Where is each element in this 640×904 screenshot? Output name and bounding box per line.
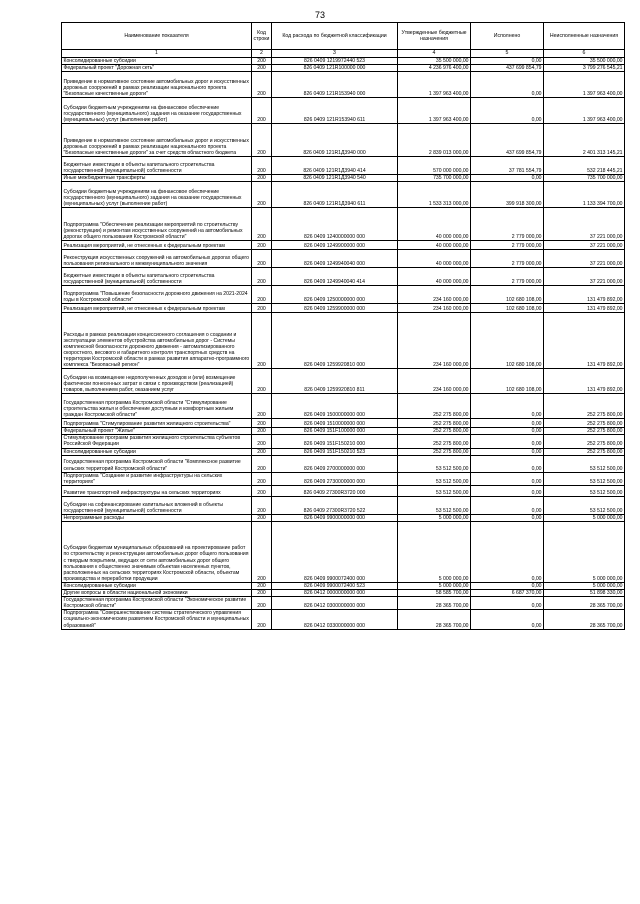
- row-name-cell: Развитие транспортной инфраструктуры на сельских территориях: [62, 485, 252, 496]
- row-approved-cell: 5 000 000,00: [398, 582, 471, 589]
- row-unexecuted-cell: 53 512 500,00: [544, 485, 625, 496]
- table-row: [62, 521, 625, 582]
- row-name-cell: Консолидированные субсидии: [62, 582, 252, 589]
- row-budget-code-cell: 826 0409 1500000000 000: [272, 394, 398, 419]
- row-budget-code-cell: 826 0409 1250000000 000: [272, 286, 398, 304]
- table-header-row: [62, 23, 625, 50]
- row-name-cell: Приведение в нормативное состояние автомобильных дорог и искусственных дорожных сооружений в рамках реализации национального проекта "Безопасные качественные дороги" за счет средств областного бюджета: [62, 124, 252, 157]
- row-name-cell: Субсидии на возмещение недополученных доходов и (или) возмещение фактически понесенных затрат в связи с производством (реализацией) товаров, выполнением работ, оказанием услуг: [62, 369, 252, 394]
- row-executed-cell: 437 699 854,79: [471, 124, 544, 157]
- row-approved-cell: 53 512 500,00: [398, 472, 471, 485]
- row-line-code-cell: 200: [252, 428, 272, 435]
- row-name-cell: Субсидии на софинансирование капитальных вложений в объекты государственной (муниципальной) собственности: [62, 496, 252, 514]
- row-approved-cell: 2 839 013 000,00: [398, 124, 471, 157]
- row-executed-cell: 0,00: [471, 58, 544, 65]
- table-row: [62, 98, 625, 124]
- row-budget-code-cell: 826 0409 27300R3720 000: [272, 485, 398, 496]
- row-budget-code-cell: 826 0409 27300R3720 522: [272, 496, 398, 514]
- row-unexecuted-cell: 37 221 000,00: [544, 208, 625, 241]
- row-budget-code-cell: 826 0409 9900000000 000: [272, 514, 398, 521]
- row-name-cell: Федеральный проект "Жилье": [62, 428, 252, 435]
- row-unexecuted-cell: 1 133 394 700,00: [544, 182, 625, 208]
- row-line-code-cell: 200: [252, 286, 272, 304]
- column-number: 6: [544, 50, 625, 58]
- row-line-code-cell: 200: [252, 448, 272, 455]
- row-executed-cell: 2 779 000,00: [471, 250, 544, 268]
- row-unexecuted-cell: 37 221 000,00: [544, 268, 625, 286]
- row-executed-cell: 102 680 108,00: [471, 304, 544, 313]
- row-budget-code-cell: 826 0409 9900072400 000: [272, 521, 398, 582]
- table-row: [62, 58, 625, 65]
- row-name-cell: Бюджетные инвестиции в объекты капитального строительства государственной (муниципальной) собственности: [62, 157, 252, 175]
- row-executed-cell: 0,00: [471, 597, 544, 610]
- row-budget-code-cell: 826 0409 1249900000 000: [272, 241, 398, 250]
- row-name-cell: Бюджетные инвестиции в объекты капитального строительства государственной (муниципальной) собственности: [62, 268, 252, 286]
- row-approved-cell: 234 160 000,00: [398, 304, 471, 313]
- row-name-cell: Консолидированные субсидии: [62, 58, 252, 65]
- row-executed-cell: 399 918 300,00: [471, 182, 544, 208]
- row-approved-cell: 40 000 000,00: [398, 208, 471, 241]
- row-budget-code-cell: 826 0409 151F150210 523: [272, 448, 398, 455]
- row-line-code-cell: 200: [252, 514, 272, 521]
- row-line-code-cell: 200: [252, 124, 272, 157]
- row-unexecuted-cell: 252 275 800,00: [544, 435, 625, 448]
- row-unexecuted-cell: 28 365 700,00: [544, 610, 625, 629]
- row-executed-cell: 0,00: [471, 455, 544, 472]
- row-budget-code-cell: 826 0409 121R100000 000: [272, 65, 398, 72]
- table-row: [62, 472, 625, 485]
- row-line-code-cell: 200: [252, 394, 272, 419]
- table-row: [62, 394, 625, 419]
- row-line-code-cell: 200: [252, 521, 272, 582]
- table-row: [62, 313, 625, 369]
- row-executed-cell: 6 687 370,00: [471, 590, 544, 597]
- row-name-cell: Реализация мероприятий, не отнесенных к федеральным проектам: [62, 241, 252, 250]
- row-budget-code-cell: 826 0409 2730000000 000: [272, 472, 398, 485]
- page-number: 73: [314, 10, 325, 20]
- row-approved-cell: 5 000 000,00: [398, 514, 471, 521]
- table-row: [62, 286, 625, 304]
- row-unexecuted-cell: 53 512 500,00: [544, 455, 625, 472]
- table-row: [62, 175, 625, 182]
- row-approved-cell: 252 275 800,00: [398, 428, 471, 435]
- row-budget-code-cell: 826 0409 2700000000 000: [272, 455, 398, 472]
- row-executed-cell: 0,00: [471, 496, 544, 514]
- row-budget-code-cell: 826 0409 9900072400 523: [272, 582, 398, 589]
- row-name-cell: Подпрограмма "Стимулирование развития жилищного строительства": [62, 419, 252, 428]
- table-body: [62, 58, 625, 630]
- row-name-cell: Подпрограмма "Повышение безопасности дорожного движения на 2021-2024 годы в Костромской области": [62, 286, 252, 304]
- row-approved-cell: 35 500 000,00: [398, 58, 471, 65]
- row-executed-cell: 0,00: [471, 428, 544, 435]
- row-approved-cell: 1 533 313 000,00: [398, 182, 471, 208]
- table-row: [62, 610, 625, 629]
- table-row: [62, 435, 625, 448]
- table-row: [62, 182, 625, 208]
- row-approved-cell: 252 275 800,00: [398, 394, 471, 419]
- row-name-cell: Реконструкция искусственных сооружений на автомобильных дорогах общего пользования регионального и межмуниципального значения: [62, 250, 252, 268]
- row-line-code-cell: 200: [252, 157, 272, 175]
- row-unexecuted-cell: 252 275 800,00: [544, 428, 625, 435]
- row-unexecuted-cell: 53 512 500,00: [544, 496, 625, 514]
- row-approved-cell: 5 000 000,00: [398, 521, 471, 582]
- row-approved-cell: 28 365 700,00: [398, 610, 471, 629]
- row-line-code-cell: 200: [252, 590, 272, 597]
- row-name-cell: Подпрограмма "Совершенствование системы стратегического управления социально-экономическим развитием Костромской области и муниципальных образований": [62, 610, 252, 629]
- table-row: [62, 582, 625, 589]
- column-header-budget-code: Код расхода по бюджетной классификации: [272, 23, 398, 50]
- row-unexecuted-cell: 1 397 963 400,00: [544, 98, 625, 124]
- row-name-cell: Стимулирование программ развития жилищного строительства субъектов Российской Федерации: [62, 435, 252, 448]
- row-unexecuted-cell: 5 000 000,00: [544, 514, 625, 521]
- row-budget-code-cell: 826 0409 1259900000 000: [272, 304, 398, 313]
- row-line-code-cell: 200: [252, 582, 272, 589]
- row-name-cell: Субсидии бюджетным учреждениям на финансовое обеспечение государственного (муниципального) задания на оказание государственных (муниципальных) услуг (выполнение работ): [62, 98, 252, 124]
- row-unexecuted-cell: 131 479 892,00: [544, 313, 625, 369]
- row-line-code-cell: 200: [252, 485, 272, 496]
- column-number-row: [62, 50, 625, 58]
- row-unexecuted-cell: 252 275 800,00: [544, 394, 625, 419]
- row-name-cell: Другие вопросы в области национальной экономики: [62, 590, 252, 597]
- row-budget-code-cell: 826 0409 121R1Д3940 000: [272, 124, 398, 157]
- row-executed-cell: 2 779 000,00: [471, 208, 544, 241]
- row-approved-cell: 40 000 000,00: [398, 241, 471, 250]
- column-header-unexecuted: Неисполненные назначения: [544, 23, 625, 50]
- row-line-code-cell: 200: [252, 472, 272, 485]
- row-line-code-cell: 200: [252, 72, 272, 98]
- table-row: [62, 369, 625, 394]
- row-budget-code-cell: 826 0409 121R1Д3940 414: [272, 157, 398, 175]
- row-approved-cell: 252 275 800,00: [398, 419, 471, 428]
- row-executed-cell: 0,00: [471, 582, 544, 589]
- row-unexecuted-cell: 252 275 800,00: [544, 448, 625, 455]
- row-approved-cell: 234 160 000,00: [398, 286, 471, 304]
- row-unexecuted-cell: 37 221 000,00: [544, 241, 625, 250]
- table-row: [62, 448, 625, 455]
- table-row: [62, 241, 625, 250]
- row-unexecuted-cell: 1 397 963 400,00: [544, 72, 625, 98]
- row-executed-cell: 0,00: [471, 394, 544, 419]
- column-header-executed: Исполнено: [471, 23, 544, 50]
- row-unexecuted-cell: 51 898 330,00: [544, 590, 625, 597]
- row-executed-cell: 37 781 554,79: [471, 157, 544, 175]
- row-executed-cell: 0,00: [471, 98, 544, 124]
- table-row: [62, 250, 625, 268]
- row-name-cell: Подпрограмма "Обеспечение реализации мероприятий по строительству (реконструкции) и ремонтам искусственных сооружений на автомобильных дорогах общего пользования Костромской области": [62, 208, 252, 241]
- row-budget-code-cell: 826 0409 151F100000 000: [272, 428, 398, 435]
- row-budget-code-cell: 826 0409 1510000000 000: [272, 419, 398, 428]
- table-row: [62, 157, 625, 175]
- row-line-code-cell: 200: [252, 304, 272, 313]
- column-number: 5: [471, 50, 544, 58]
- table-row: [62, 590, 625, 597]
- row-unexecuted-cell: 5 000 000,00: [544, 521, 625, 582]
- row-budget-code-cell: 826 0412 0300000000 000: [272, 597, 398, 610]
- row-budget-code-cell: 826 0409 151F150210 000: [272, 435, 398, 448]
- row-executed-cell: 0,00: [471, 419, 544, 428]
- table-row: [62, 419, 625, 428]
- row-approved-cell: 735 700 000,00: [398, 175, 471, 182]
- row-budget-code-cell: 826 0409 121R153940 611: [272, 98, 398, 124]
- row-line-code-cell: 200: [252, 455, 272, 472]
- row-budget-code-cell: 826 0409 1259920810 811: [272, 369, 398, 394]
- row-line-code-cell: 200: [252, 313, 272, 369]
- table-row: [62, 124, 625, 157]
- row-unexecuted-cell: 5 000 000,00: [544, 582, 625, 589]
- row-line-code-cell: 200: [252, 250, 272, 268]
- row-approved-cell: 234 160 000,00: [398, 313, 471, 369]
- table-row: [62, 208, 625, 241]
- row-unexecuted-cell: 131 479 892,00: [544, 304, 625, 313]
- row-line-code-cell: 200: [252, 175, 272, 182]
- row-executed-cell: 0,00: [471, 610, 544, 629]
- row-approved-cell: 1 397 963 400,00: [398, 98, 471, 124]
- row-name-cell: Непрограммные расходы: [62, 514, 252, 521]
- column-header-approved: Утвержденные бюджетные назначения: [398, 23, 471, 50]
- row-executed-cell: 102 680 108,00: [471, 286, 544, 304]
- row-name-cell: Государственная программа Костромской области "Комплексное развитие сельских территорий Костромской области": [62, 455, 252, 472]
- row-name-cell: Приведение в нормативное состояние автомобильных дорог и искусственных дорожных сооружений в рамках реализации национального проекта "Безопасные качественные дороги": [62, 72, 252, 98]
- row-budget-code-cell: 826 0409 1249940040 414: [272, 268, 398, 286]
- budget-execution-table: [61, 22, 625, 630]
- row-unexecuted-cell: 131 479 892,00: [544, 286, 625, 304]
- table-row: [62, 455, 625, 472]
- row-budget-code-cell: 826 0412 0000000000 000: [272, 590, 398, 597]
- column-number: 1: [62, 50, 252, 58]
- table-row: [62, 485, 625, 496]
- row-executed-cell: 0,00: [471, 521, 544, 582]
- row-name-cell: Субсидии бюджетам муниципальных образований на проектирование работ по строительству и реконструкции автомобильных дорог общего пользования с твердым покрытием, ведущих от сети автомобильных дорог общего пользования к общественно значимым объектам населенных пунктов, расположенных на сельских территориях Костромской области, объектам производства и переработки продукции: [62, 521, 252, 582]
- row-unexecuted-cell: 3 799 276 545,21: [544, 65, 625, 72]
- column-header-name: Наименование показателя: [62, 23, 252, 50]
- row-executed-cell: 102 680 108,00: [471, 313, 544, 369]
- row-name-cell: Федеральный проект "Дорожная сеть": [62, 65, 252, 72]
- row-line-code-cell: 200: [252, 435, 272, 448]
- row-line-code-cell: 200: [252, 65, 272, 72]
- row-name-cell: Подпрограмма "Создание и развитие инфраструктуры на сельских территориях": [62, 472, 252, 485]
- row-unexecuted-cell: 2 401 313 145,21: [544, 124, 625, 157]
- row-executed-cell: 0,00: [471, 485, 544, 496]
- row-budget-code-cell: 826 0409 1240000000 000: [272, 208, 398, 241]
- row-unexecuted-cell: 131 479 892,00: [544, 369, 625, 394]
- row-unexecuted-cell: 28 365 700,00: [544, 597, 625, 610]
- row-budget-code-cell: 826 0409 1219972440 523: [272, 58, 398, 65]
- row-budget-code-cell: 826 0409 121R1Д3940 611: [272, 182, 398, 208]
- row-line-code-cell: 200: [252, 241, 272, 250]
- row-unexecuted-cell: 53 512 500,00: [544, 472, 625, 485]
- row-approved-cell: 234 160 000,00: [398, 369, 471, 394]
- column-number: 2: [252, 50, 272, 58]
- row-approved-cell: 53 512 500,00: [398, 485, 471, 496]
- table-row: [62, 597, 625, 610]
- row-executed-cell: 0,00: [471, 175, 544, 182]
- row-name-cell: Государственная программа Костромской области "Стимулирование строительства жилья и обеспечение доступным и комфортным жильем граждан Костромской области": [62, 394, 252, 419]
- row-unexecuted-cell: 532 218 445,21: [544, 157, 625, 175]
- row-executed-cell: 0,00: [471, 72, 544, 98]
- table-row: [62, 496, 625, 514]
- row-executed-cell: 0,00: [471, 448, 544, 455]
- row-approved-cell: 40 000 000,00: [398, 268, 471, 286]
- column-number: 3: [272, 50, 398, 58]
- row-budget-code-cell: 826 0409 1259920810 000: [272, 313, 398, 369]
- row-approved-cell: 4 236 976 400,00: [398, 65, 471, 72]
- row-approved-cell: 252 275 800,00: [398, 435, 471, 448]
- row-name-cell: Государственная программа Костромской области "Экономическое развитие Костромской области": [62, 597, 252, 610]
- row-unexecuted-cell: 252 275 800,00: [544, 419, 625, 428]
- row-executed-cell: 0,00: [471, 435, 544, 448]
- column-header-line-code: Код строки: [252, 23, 272, 50]
- row-line-code-cell: 200: [252, 58, 272, 65]
- row-line-code-cell: 200: [252, 98, 272, 124]
- row-line-code-cell: 200: [252, 208, 272, 241]
- row-executed-cell: 2 779 000,00: [471, 241, 544, 250]
- row-budget-code-cell: 826 0409 121R153940 000: [272, 72, 398, 98]
- row-line-code-cell: 200: [252, 268, 272, 286]
- row-name-cell: Иные межбюджетные трансферты: [62, 175, 252, 182]
- row-executed-cell: 102 680 108,00: [471, 369, 544, 394]
- row-executed-cell: 0,00: [471, 472, 544, 485]
- table-row: [62, 65, 625, 72]
- row-unexecuted-cell: 37 221 000,00: [544, 250, 625, 268]
- column-number: 4: [398, 50, 471, 58]
- row-approved-cell: 53 512 500,00: [398, 496, 471, 514]
- row-name-cell: Субсидии бюджетным учреждениям на финансовое обеспечение государственного (муниципального) задания на оказание государственных (муниципальных) услуг (выполнение работ): [62, 182, 252, 208]
- row-approved-cell: 1 397 963 400,00: [398, 72, 471, 98]
- row-approved-cell: 58 585 700,00: [398, 590, 471, 597]
- row-approved-cell: 40 000 000,00: [398, 250, 471, 268]
- row-executed-cell: 0,00: [471, 514, 544, 521]
- row-name-cell: Консолидированные субсидии: [62, 448, 252, 455]
- row-executed-cell: 2 779 000,00: [471, 268, 544, 286]
- row-line-code-cell: 200: [252, 369, 272, 394]
- row-line-code-cell: 200: [252, 182, 272, 208]
- row-budget-code-cell: 826 0409 121R1Д3940 540: [272, 175, 398, 182]
- row-budget-code-cell: 826 0412 0330000000 000: [272, 610, 398, 629]
- row-line-code-cell: 200: [252, 597, 272, 610]
- table-row: [62, 304, 625, 313]
- row-line-code-cell: 200: [252, 419, 272, 428]
- row-approved-cell: 53 512 500,00: [398, 455, 471, 472]
- row-line-code-cell: 200: [252, 610, 272, 629]
- row-budget-code-cell: 826 0409 1249940040 000: [272, 250, 398, 268]
- table-row: [62, 268, 625, 286]
- row-executed-cell: 437 699 854,79: [471, 65, 544, 72]
- row-unexecuted-cell: 735 700 000,00: [544, 175, 625, 182]
- row-approved-cell: 252 275 800,00: [398, 448, 471, 455]
- table-row: [62, 72, 625, 98]
- row-approved-cell: 570 000 000,00: [398, 157, 471, 175]
- table-row: [62, 428, 625, 435]
- row-unexecuted-cell: 35 500 000,00: [544, 58, 625, 65]
- row-line-code-cell: 200: [252, 496, 272, 514]
- row-name-cell: Реализация мероприятий, не отнесенных к федеральным проектам: [62, 304, 252, 313]
- row-approved-cell: 28 365 700,00: [398, 597, 471, 610]
- table-row: [62, 514, 625, 521]
- row-name-cell: Расходы в рамках реализации концессионного соглашения о создании и эксплуатации элементов обустройства автомобильных дорог - Системы комплексной безопасности дорожного движения - автоматизированного скоростного, весового и габаритного контроля транспортных средств на территории Костромской области в рамках развития аппаратно-программного комплекса "Безопасный регион": [62, 313, 252, 369]
